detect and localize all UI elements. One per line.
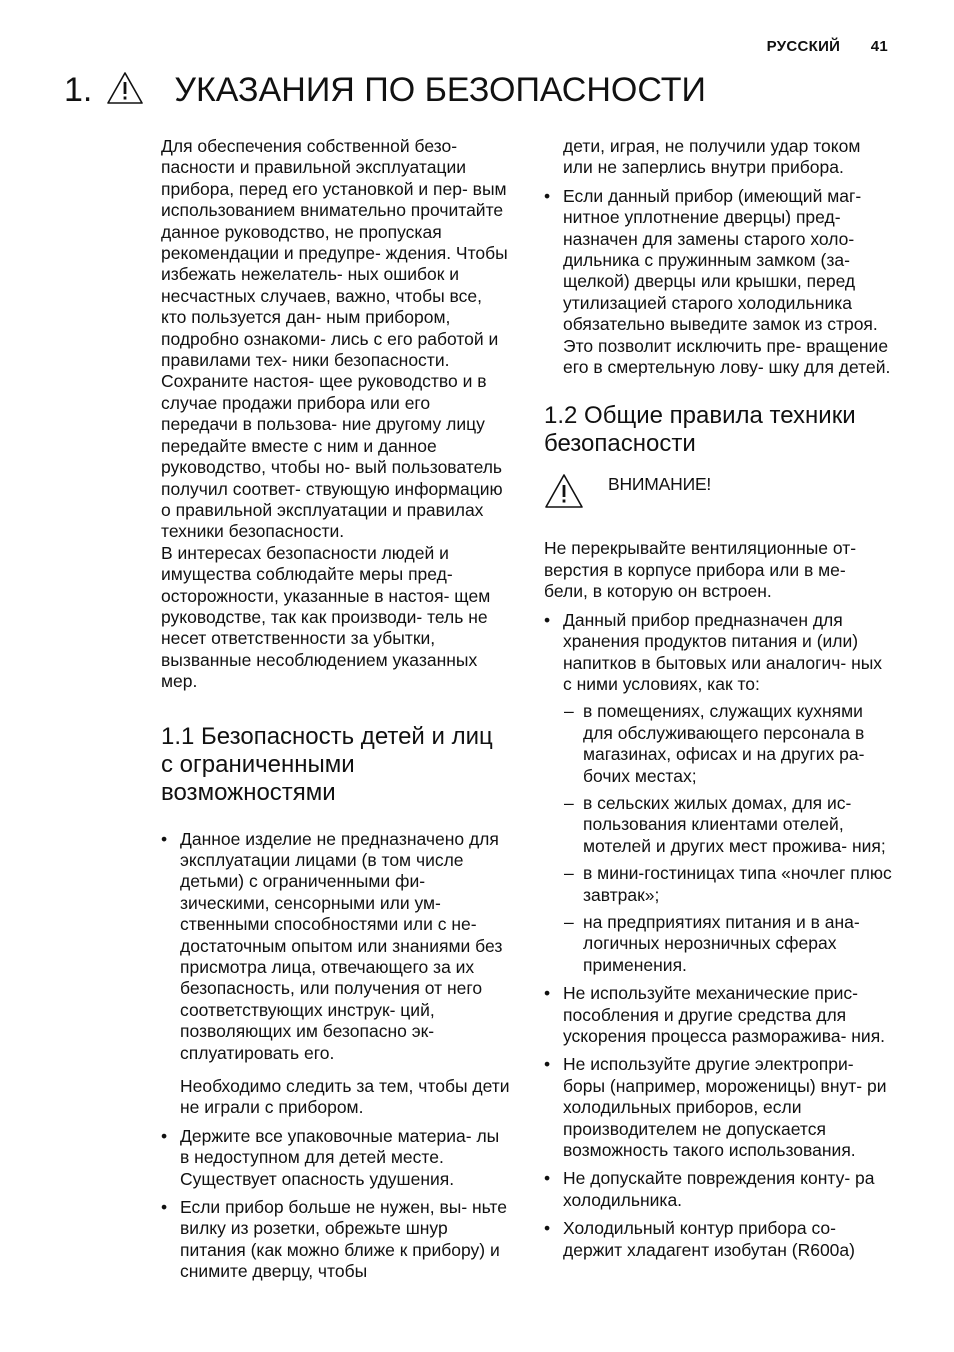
dash-item: – на предприятиях питания и в ана- логичных нерозничных сферах применения.	[544, 912, 894, 976]
subsection-heading-1-1	[161, 723, 511, 807]
list-item-text: Данный прибор предназначен для хранения продуктов питания и (или) напитков в бытовых или аналогич- ных с ними условиях, как то:	[563, 609, 883, 694]
subsection-title: Общие правила техники безопасности	[544, 402, 856, 458]
dash-item: – в помещениях, служащих кухнями для обслуживающего персонала в магазинах, офисах и на других ра- бочих местах;	[544, 701, 894, 787]
usage-conditions-list	[544, 701, 894, 976]
left-column	[161, 136, 511, 1290]
warning-triangle-icon	[106, 70, 144, 111]
list-item-text: Если данный прибор (имеющий маг- нитное уплотнение дверцы) пред- назначен для замены старого холо- дильника с пружинным замком (за- щелкой) дверцы или крышки, перед утилизацией старого холодильника обязательно выведите замок из строя. Это позволит исключить пре- вращение его в смертельную лову- шку для детей.	[563, 185, 891, 378]
intro-paragraph-1: Для обеспечения собственной безо- пасности и правильной эксплуатации прибора, перед его установкой и пер- вым использованием внимательно прочитайте данное руководство, не пропуская рекомендации и предупре- ждения. Чтобы избежать нежелатель- ных ошибок и несчастных случаев, важно, чтобы все, кто пользуется дан- ным прибором, подробно ознакоми- лись с его работой и правилами тех- ники безопасности. Сохраните настоя- щее руководство и в случае продажи прибора или его передачи в пользова- ние другому лицу передайте вместе с ним и данное руководство, чтобы но- вый пользователь получил соответ- ствующую информацию о правильной эксплуатации и правилах техники безопасности.	[161, 136, 508, 542]
list-item	[544, 186, 894, 379]
right-column	[544, 136, 894, 1268]
list-item	[544, 983, 894, 1047]
list-item-continuation: дети, играя, не получили удар током или не заперлись внутри прибора.	[563, 136, 861, 178]
warning-box	[544, 472, 894, 512]
section-title	[64, 68, 706, 112]
page-header	[767, 38, 888, 55]
section-title-text: УКАЗАНИЯ ПО БЕЗОПАСНОСТИ	[174, 70, 706, 109]
language-label: РУССКИЙ	[766, 38, 841, 55]
list-item-text: Данное изделие не предназначено для эксплуатации лицами (в том числе детьми) с ограниченными фи- зическими, сенсорными или ум- ственными способностями или с не- достаточным опытом или знаниями без присмотра лица, отвечающего за их безопасность, или получения от него соответствующих инструк- ций, позволяющих им безопасно эк- сплуатировать его.	[180, 828, 503, 1063]
dash-item: – в сельских жилых домах, для ис- пользования клиентами отелей, мотелей и других мест прожива- ния;	[544, 793, 894, 857]
dash-item: – в мини-гостиницах типа «ночлег плюс завтрак»;	[544, 863, 894, 906]
intro-paragraph-2: В интересах безопасности людей и имущества соблюдайте меры пред- осторожности, указанные в настоя- щем руководстве, так как производи- тель не несет ответственности за убытки, вызванные несоблюдением указанных мер.	[161, 542, 491, 692]
list-item-text: Холодильный контур прибора со- держит хладагент изобутан (R600a)	[563, 1218, 855, 1260]
list-item	[544, 1218, 894, 1261]
subsection-number: 1.1	[161, 722, 195, 750]
list-item-text: Не используйте другие электропри- боры (например, мороженицы) внут- ри холодильных приборов, если производителем не допускается возможность такого использования.	[563, 1054, 887, 1161]
children-safety-list-continued	[544, 186, 894, 379]
list-item	[161, 1197, 511, 1283]
list-item-text: Держите все упаковочные материа- лы в недоступном для детей месте. Существует опасность удушения.	[180, 1125, 500, 1189]
warning-label: ВНИМАНИЕ!	[608, 474, 712, 495]
list-item-text: Не используйте механические прис- пособления и другие средства для ускорения процесса разморажива- ния.	[563, 983, 886, 1046]
subsection-number: 1.2	[544, 402, 578, 430]
subsection-heading-1-2	[544, 402, 894, 458]
list-item	[544, 610, 894, 977]
subsection-title: Безопасность детей и лиц с ограниченными возможностями	[161, 722, 493, 806]
list-item-note: Необходимо следить за тем, чтобы дети не играли с прибором.	[180, 1076, 510, 1118]
warning-triangle-icon	[544, 472, 584, 512]
list-item	[544, 1054, 894, 1161]
list-item	[544, 1168, 894, 1211]
list-item-text: Если прибор больше не нужен, вы- ньте вилку из розетки, обрежьте шнур питания (как можно ближе к прибору) и снимите дверцу, чтобы	[180, 1197, 507, 1282]
children-safety-list	[161, 829, 511, 1283]
list-item	[161, 1126, 511, 1190]
section-number: 1.	[64, 70, 93, 109]
page-number: 41	[870, 38, 888, 55]
list-item	[161, 829, 511, 1119]
general-safety-list	[544, 610, 894, 1261]
list-item-text: Не допускайте повреждения конту- ра холодильника.	[563, 1168, 875, 1210]
warning-text: Не перекрывайте вентиляционные от- верстия в корпусе прибора или в ме- бели, в которую он встроен.	[544, 538, 857, 602]
